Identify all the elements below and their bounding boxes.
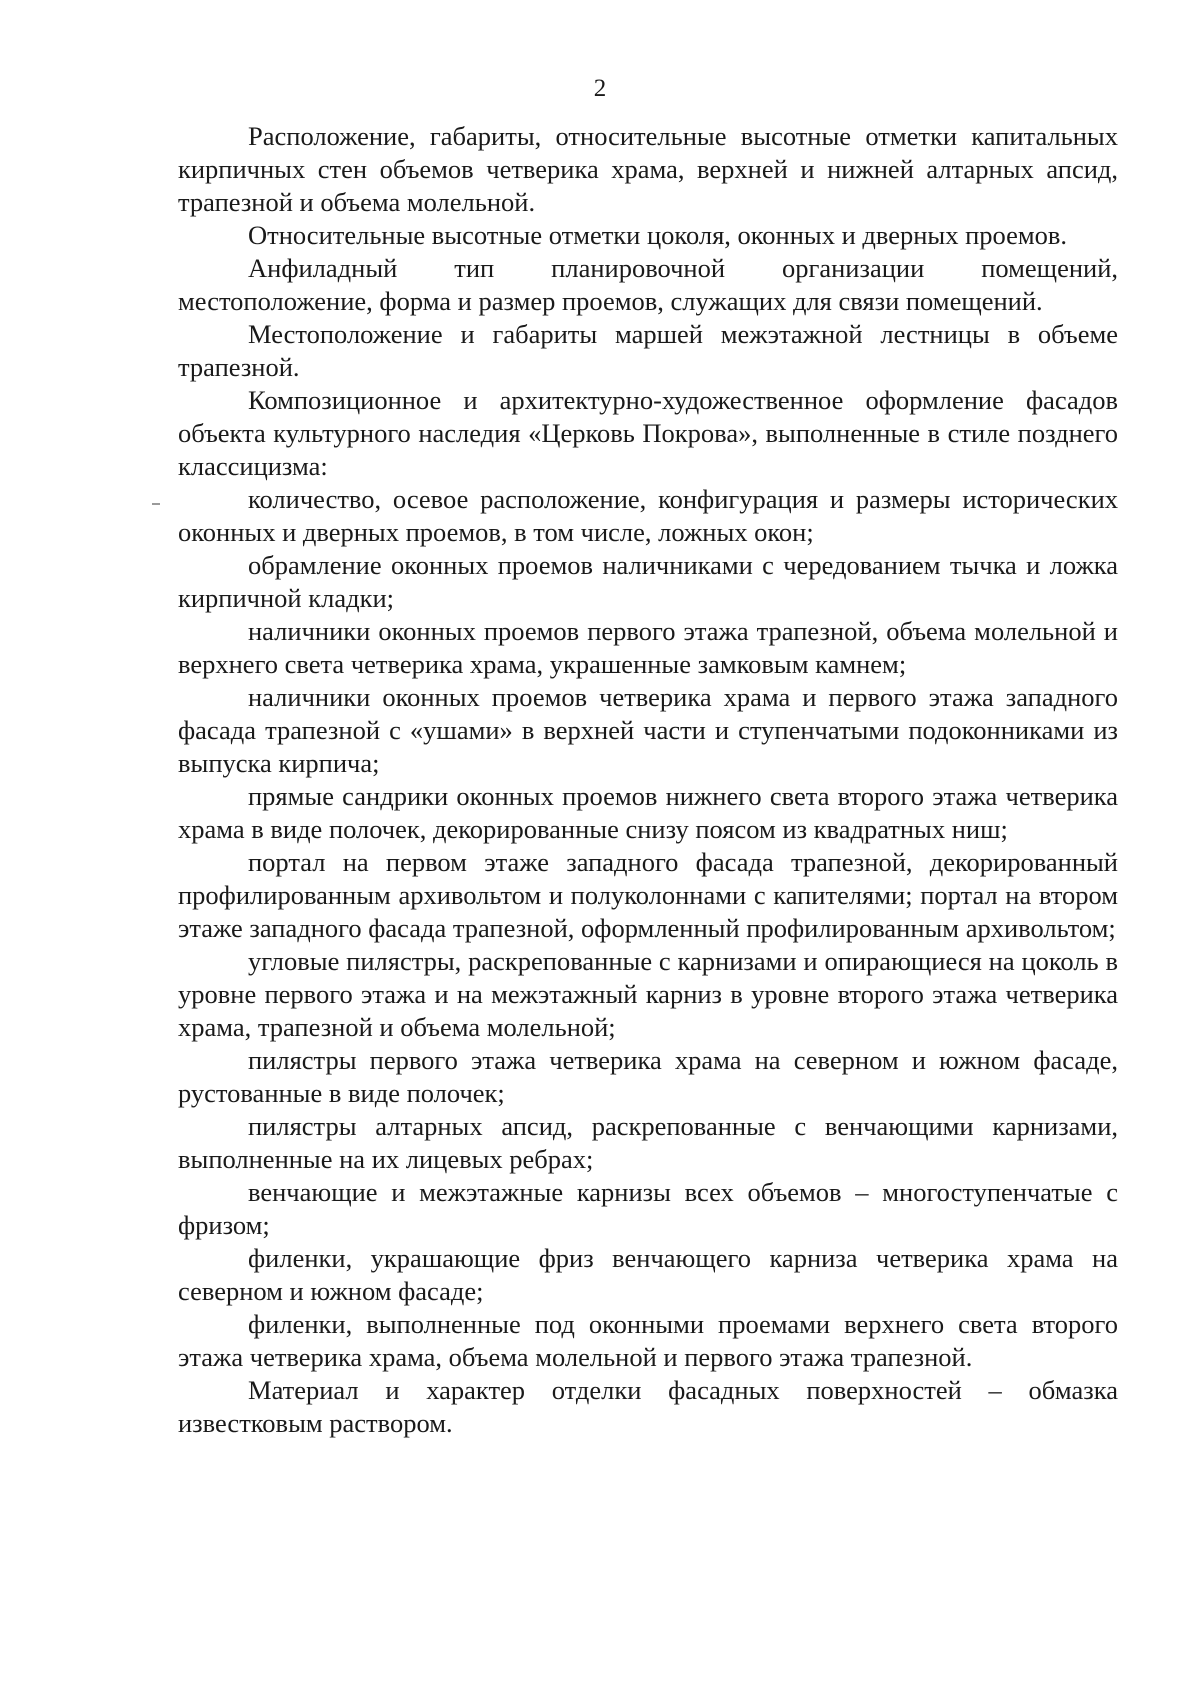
paragraph-enfilade-layout: Анфиладный тип планировочной организации помещений, местоположение, форма и размер проемов, служащих для связи помещений. bbox=[178, 253, 1118, 316]
paragraph-height-marks: Относительные высотные отметки цоколя, оконных и дверных проемов. bbox=[248, 220, 1068, 250]
list-item-frieze-panels: филенки, украшающие фриз венчающего карниза четверика храма на северном и южном фасаде; bbox=[178, 1243, 1118, 1306]
list-item-window-framing: обрамление оконных проемов наличниками с чередованием тычка и ложка кирпичной кладки; bbox=[178, 550, 1118, 613]
list-item-sandriks: прямые сандрики оконных проемов нижнего света второго этажа четверика храма в виде полочек, декорированные снизу поясом из квадратных ниш; bbox=[178, 781, 1118, 844]
list-item-eared-casings: наличники оконных проемов четверика храма и первого этажа западного фасада трапезной с «ушами» в верхней части и ступенчатыми подоконниками из выпуска кирпича; bbox=[178, 682, 1118, 778]
document-body bbox=[178, 120, 1118, 1440]
paragraph-facade-design: Композиционное и архитектурно-художественное оформление фасадов объекта культурного наследия «Церковь Покрова», выполненные в стиле позднего классицизма: bbox=[178, 385, 1118, 481]
paragraph-staircase: Местоположение и габариты маршей межэтажной лестницы в объеме трапезной. bbox=[178, 319, 1118, 382]
list-item-apse-pilasters: пилястры алтарных апсид, раскрепованные с венчающими карнизами, выполненные на их лицевых ребрах; bbox=[178, 1111, 1118, 1174]
paragraph-finish-material: Материал и характер отделки фасадных поверхностей – обмазка известковым раствором. bbox=[178, 1375, 1118, 1438]
paragraph-location-dimensions: Расположение, габариты, относительные высотные отметки капитальных кирпичных стен объемов четверика храма, верхней и нижней алтарных апсид, трапезной и объема молельной. bbox=[178, 121, 1118, 217]
list-item-keystone-casings: наличники оконных проемов первого этажа трапезной, объема молельной и верхнего света четверика храма, украшенные замковым камнем; bbox=[178, 616, 1118, 679]
list-item-cornices: венчающие и межэтажные карнизы всех объемов – многоступенчатые с фризом; bbox=[178, 1177, 1118, 1240]
scan-artifact-mark bbox=[152, 503, 160, 505]
list-item-rusticated-pilasters: пилястры первого этажа четверика храма на северном и южном фасаде, рустованные в виде полочек; bbox=[178, 1045, 1118, 1108]
list-item-window-panels: филенки, выполненные под оконными проемами верхнего света второго этажа четверика храма, объема молельной и первого этажа трапезной. bbox=[178, 1309, 1118, 1372]
page-number: 2 bbox=[593, 75, 607, 102]
list-item-portals: портал на первом этаже западного фасада трапезной, декорированный профилированным архивольтом и полуколоннами с капителями; портал на втором этаже западного фасада трапезной, оформленный профилированным архивольтом; bbox=[178, 847, 1118, 943]
list-item-corner-pilasters: угловые пилястры, раскрепованные с карнизами и опирающиеся на цоколь в уровне первого этажа и на межэтажный карниз в уровне второго этажа четверика храма, трапезной и объема молельной; bbox=[178, 946, 1118, 1042]
list-item-openings: количество, осевое расположение, конфигурация и размеры исторических оконных и дверных проемов, в том числе, ложных окон; bbox=[178, 484, 1118, 547]
